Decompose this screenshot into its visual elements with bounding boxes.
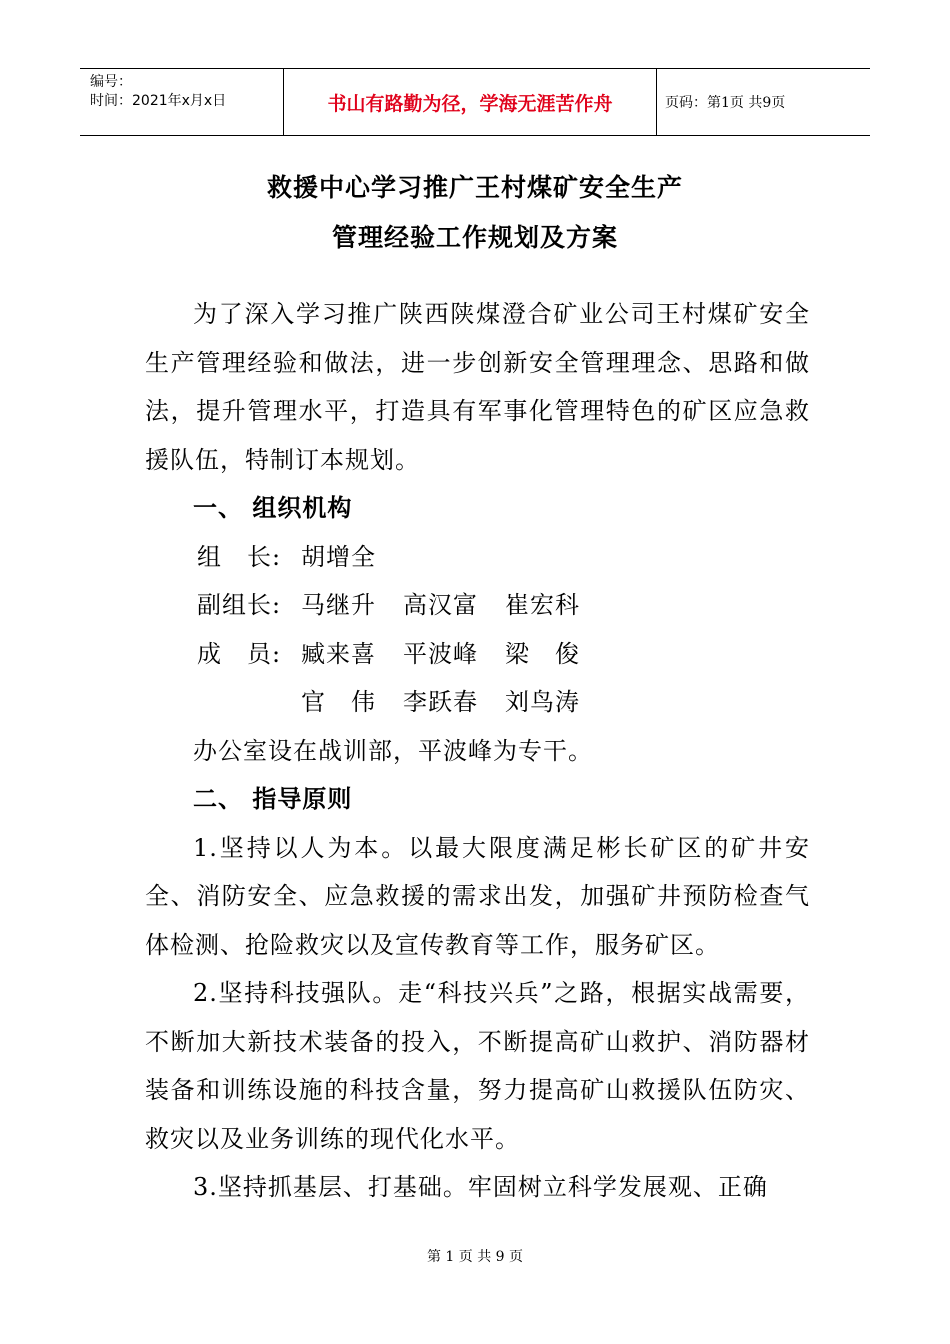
header-page-info: 页码：第1页 共9页 [665, 95, 786, 111]
deputy-name: 马继升 [301, 591, 376, 619]
deputy-row [145, 581, 810, 630]
leader-label: 组 长: [197, 542, 282, 571]
document-title-line2: 管理经验工作规划及方案 [331, 223, 618, 252]
section1-heading: 一、 组织机构 [193, 493, 353, 522]
intro-paragraph: 为了深入学习推广陕西陕煤澄合矿业公司王村煤矿安全生产管理经验和做法，进一步创新安全管理理念、思路和做法，提升管理水平，打造具有军事化管理特色的矿区应急救援队伍，特制订本规划。 [145, 300, 810, 474]
deputy-name: 崔宏科 [505, 591, 580, 619]
principle-paragraph-3: 3.坚持抓基层、打基础。牢固树立科学发展观、正确 [193, 1173, 768, 1201]
deputy-label: 副组长: [197, 591, 282, 619]
deputy-name: 高汉富 [403, 591, 478, 619]
member-name: 李跃春 [403, 688, 478, 716]
page-header [80, 68, 870, 136]
leader-row [145, 533, 810, 582]
member-name: 官 伟 [301, 688, 376, 716]
leader-name: 胡增全 [301, 542, 376, 571]
header-meta [80, 69, 283, 135]
members-row-continued [145, 678, 810, 727]
member-name: 平波峰 [403, 639, 478, 668]
office-note: 办公室设在战训部，平波峰为专干。 [193, 736, 593, 765]
page-footer: 第 1 页 共 9 页 [426, 1249, 524, 1265]
member-name: 臧来喜 [301, 639, 376, 668]
document-body [145, 290, 810, 1212]
members-label: 成 员: [197, 639, 282, 668]
number-label: 编号： [90, 74, 132, 90]
principle-paragraph-2: 2.坚持科技强队。走“科技兴兵”之路，根据实战需要，不断加大新技术装备的投入，不断提高矿山救护、消防器材装备和训练设施的科技含量，努力提高矿山救援队伍防灾、救灾以及业务训练的现代化水平。 [145, 979, 810, 1153]
principle-paragraph-1: 1.坚持以人为本。以最大限度满足彬长矿区的矿井安全、消防安全、应急救援的需求出发，加强矿井预防检查气体检测、抢险救灾以及宣传教育等工作，服务矿区。 [145, 833, 810, 959]
member-name: 刘鸟涛 [505, 688, 580, 716]
section2-heading: 二、 指导原则 [193, 784, 353, 813]
member-name: 梁 俊 [505, 639, 580, 668]
members-row [145, 630, 810, 679]
date-label: 时间：2021年x月x日 [90, 93, 227, 109]
header-motto: 书山有路勤为径，学海无涯苦作舟 [283, 69, 657, 135]
document-title-line1: 救援中心学习推广王村煤矿安全生产 [266, 173, 683, 202]
